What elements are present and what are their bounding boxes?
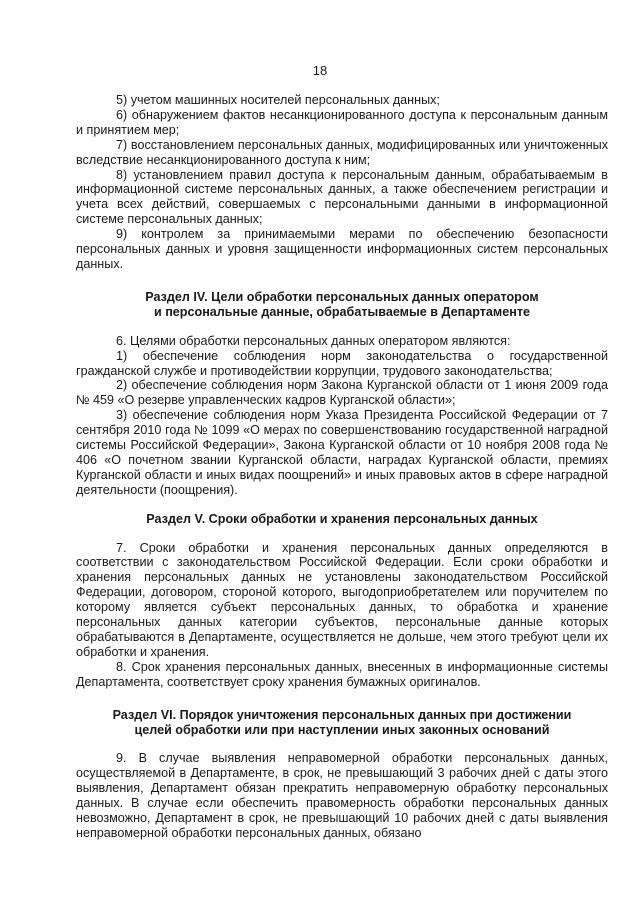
paragraph: 8. Срок хранения персональных данных, внесенных в информационные системы Департамента, соответствует сроку хранения бумажных оригиналов.	[76, 659, 608, 689]
list-item: 1) обеспечение соблюдения норм законодательства о государственной гражданской службе и противодействии коррупции, трудового законодательства;	[76, 348, 608, 378]
list-item: 2) обеспечение соблюдения норм Закона Курганской области от 1 июня 2009 года № 459 «О резерве управленческих кадров Курганской области»;	[76, 378, 608, 408]
section-4	[76, 290, 608, 498]
paragraph: 9. В случае выявления неправомерной обработки персональных данных, осуществляемой в Департаменте, в срок, не превышающий 3 рабочих дней с даты этого выявления, Департамент обязан прекратить неправомерную обработку персональных данных. В случае если обеспечить правомерность обработки персональных данных невозможно, Департамент в срок, не превышающий 10 рабочих дней с даты выявления неправомерной обработки персональных данных, обязано	[76, 751, 608, 840]
list-item: 9) контролем за принимаемыми мерами по обеспечению безопасности персональных данных и уровня защищенности информационных систем персональных данных.	[76, 227, 608, 271]
list-item: 7) восстановлением персональных данных, модифицированных или уничтоженных вследствие несанкционированного доступа к ним;	[76, 137, 608, 167]
section-5	[76, 512, 608, 690]
section-4-intro: 6. Целями обработки персональных данных оператором являются:	[116, 333, 511, 348]
list-item: 3) обеспечение соблюдения норм Указа Президента Российской Федерации от 7 сентября 2010 года № 1099 «О мерах по совершенствованию государственной наградной системы Российской Федерации», Закона Курганской области от 10 ноября 2008 года № 406 «О почетном звании Курганской области, наградах Курганской области, премиях Курганской области и иных видах поощрений» и иных правовых актов в сфере наградной деятельности (поощрения).	[76, 408, 608, 497]
section-4-heading-line-1: Раздел IV. Цели обработки персональных данных оператором	[145, 289, 539, 304]
security-measures-list	[76, 93, 608, 272]
list-item: 5) учетом машинных носителей персональных данных;	[116, 93, 440, 107]
section-6-heading-line-1: Раздел VI. Порядок уничтожения персональных данных при достижении	[112, 707, 572, 722]
list-item: 6) обнаружением фактов несанкционированного доступа к персональным данным и принятием мер;	[76, 107, 608, 137]
section-4-heading-line-2: и персональные данные, обрабатываемые в Департаменте	[153, 304, 531, 319]
paragraph: 7. Сроки обработки и хранения персональных данных определяются в соответствии с законодательством Российской Федерации. Если сроки обработки и хранения персональных данных не установлены законодательством Российской Федерации, договором, стороной которого, выгодоприобретателем или поручителем по которому является субъект персональных данных, то обработка и хранение персональных данных категории субъектов, персональные данные которых обрабатываются в Департаменте, осуществляется не дольше, чем этого требуют цели их обработки и хранения.	[76, 540, 608, 659]
section-5-heading: Раздел V. Сроки обработки и хранения персональных данных	[146, 511, 538, 526]
page-number: 18	[312, 63, 328, 78]
document-body	[76, 93, 608, 841]
list-item: 8) установлением правил доступа к персональным данным, обрабатываемым в информационной системе персональных данных, а также обеспечением регистрации и учета всех действий, совершаемых с персональными данными в информационной системе персональных данных;	[76, 167, 608, 227]
section-6	[76, 708, 608, 841]
section-6-heading-line-2: целей обработки или при наступлении иных законных оснований	[134, 722, 550, 737]
section-4-heading	[76, 290, 608, 320]
section-6-heading	[76, 708, 608, 738]
